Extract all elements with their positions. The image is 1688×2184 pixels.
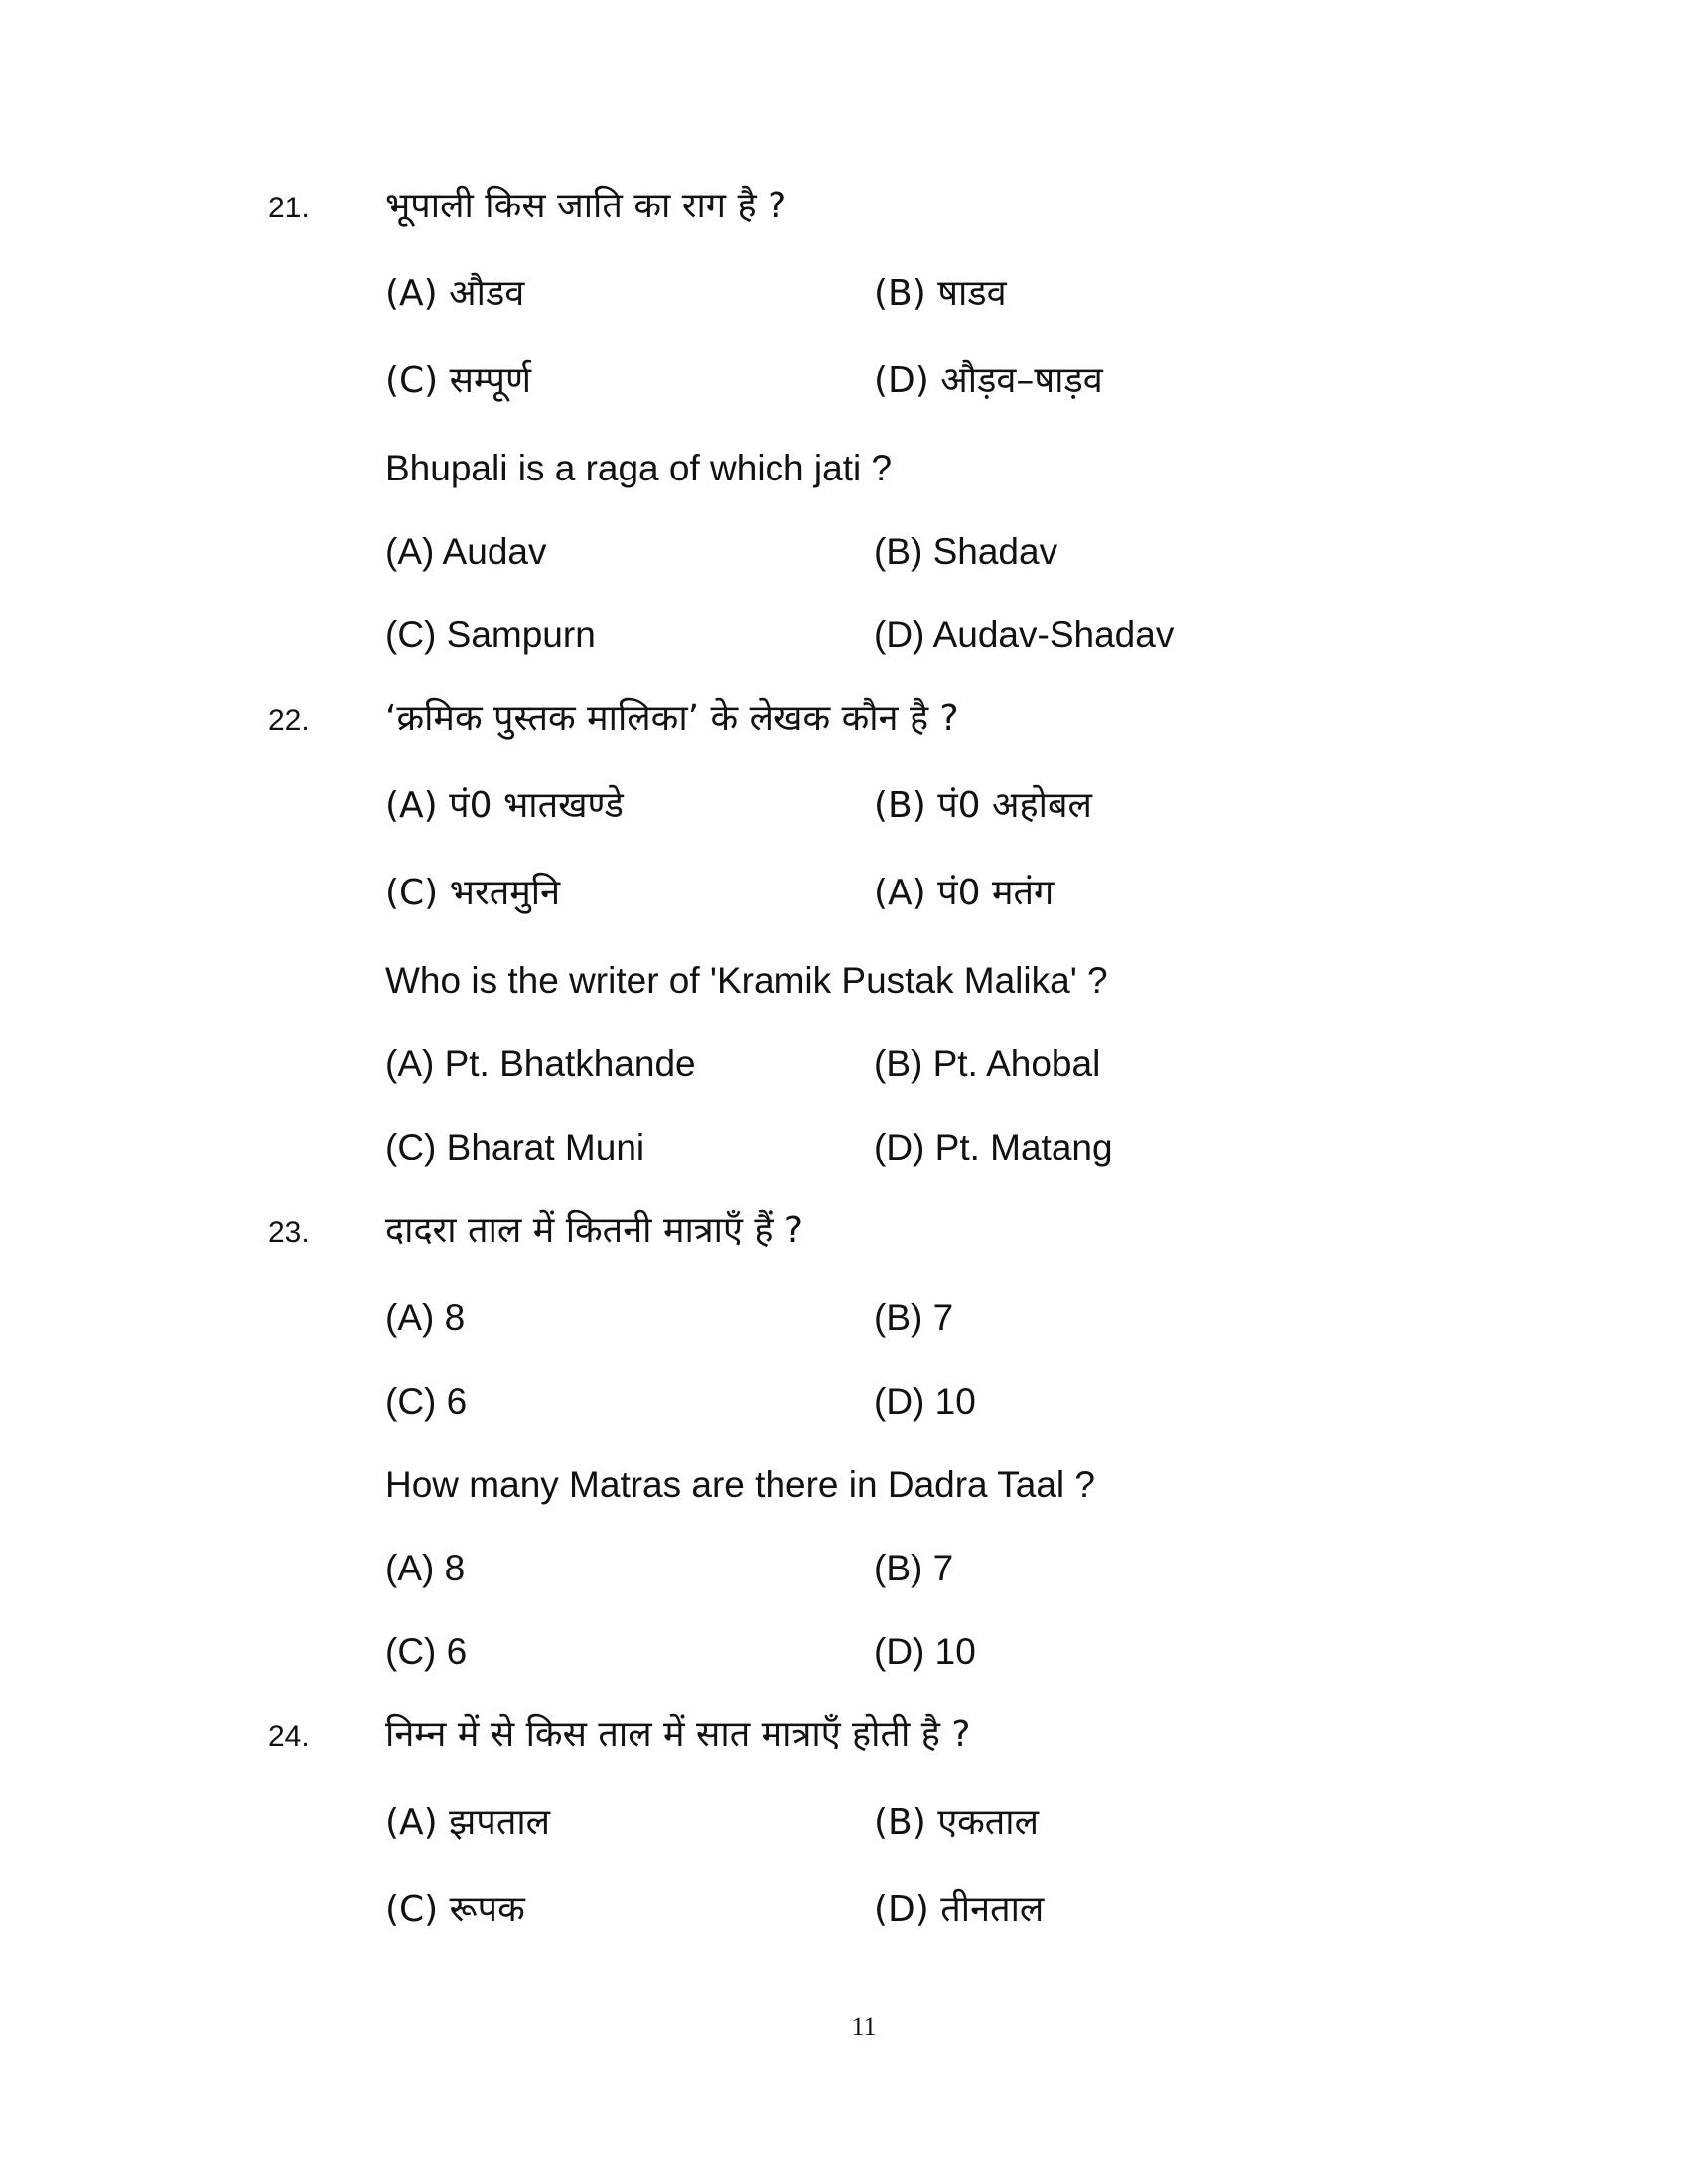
question-24-hindi-option-c: (C) रूपक (385, 1889, 525, 1930)
question-22-hindi-option-a: (A) पं0 भातखण्डे (385, 785, 624, 826)
question-21-english-option-d: (D) Audav-Shadav (874, 614, 1175, 655)
question-22-hindi-option-b: (B) पं0 अहोबल (874, 785, 1092, 826)
question-24-hindi-stem: निम्न में से किस ताल में सात मात्राएँ होती है ? (385, 1714, 971, 1755)
question-23-hindi-stem: दादरा ताल में कितनी मात्राएँ हैं ? (385, 1210, 804, 1251)
question-23-english-stem: How many Matras are there in Dadra Taal ? (385, 1464, 1095, 1505)
page-number: 11 (851, 2012, 877, 2041)
question-24-hindi-option-b: (B) एकताल (874, 1802, 1040, 1843)
question-22-number: 22. (268, 704, 310, 737)
question-24-hindi-option-a: (A) झपताल (385, 1802, 551, 1843)
question-23-hindi-option-a: (A) 8 (385, 1297, 466, 1338)
question-22-english-option-d: (D) Pt. Matang (874, 1127, 1113, 1167)
question-21-english-option-c: (C) Sampurn (385, 614, 596, 655)
question-23-hindi-option-b: (B) 7 (874, 1297, 954, 1338)
question-22-english-option-a: (A) Pt. Bhatkhande (385, 1043, 696, 1084)
question-21-hindi-option-a: (A) औडव (385, 273, 525, 314)
question-24-hindi-option-d: (D) तीनताल (874, 1889, 1045, 1930)
question-23-english-option-a: (A) 8 (385, 1548, 466, 1588)
question-22-hindi-option-c: (C) भरतमुनि (385, 873, 561, 913)
question-21-english-stem: Bhupali is a raga of which jati ? (385, 448, 893, 488)
question-22-english-stem: Who is the writer of 'Kramik Pustak Malika' ? (385, 960, 1108, 1001)
question-23-hindi-option-d: (D) 10 (874, 1381, 976, 1422)
question-22-hindi-option-d: (A) पं0 मतंग (874, 873, 1055, 913)
question-23-number: 23. (268, 1216, 310, 1249)
question-21-hindi-option-b: (B) षाडव (874, 273, 1007, 314)
question-21-english-option-b: (B) Shadav (874, 531, 1058, 572)
question-23-hindi-option-c: (C) 6 (385, 1381, 468, 1422)
question-22-english-option-c: (C) Bharat Muni (385, 1127, 645, 1167)
question-23-english-option-d: (D) 10 (874, 1631, 976, 1672)
question-21-hindi-option-d: (D) औड़व–षाड़व (874, 360, 1103, 401)
question-21-hindi-stem: भूपाली किस जाति का राग है ? (385, 186, 787, 226)
question-23-english-option-b: (B) 7 (874, 1548, 954, 1588)
question-21-number: 21. (268, 192, 310, 224)
question-23-english-option-c: (C) 6 (385, 1631, 468, 1672)
question-22-hindi-stem: ‘क्रमिक पुस्तक मालिका’ के लेखक कौन है ? (385, 698, 959, 739)
question-21-hindi-option-c: (C) सम्पूर्ण (385, 360, 531, 401)
question-21-english-option-a: (A) Audav (385, 531, 547, 572)
question-22-english-option-b: (B) Pt. Ahobal (874, 1043, 1101, 1084)
question-24-number: 24. (268, 1720, 310, 1753)
